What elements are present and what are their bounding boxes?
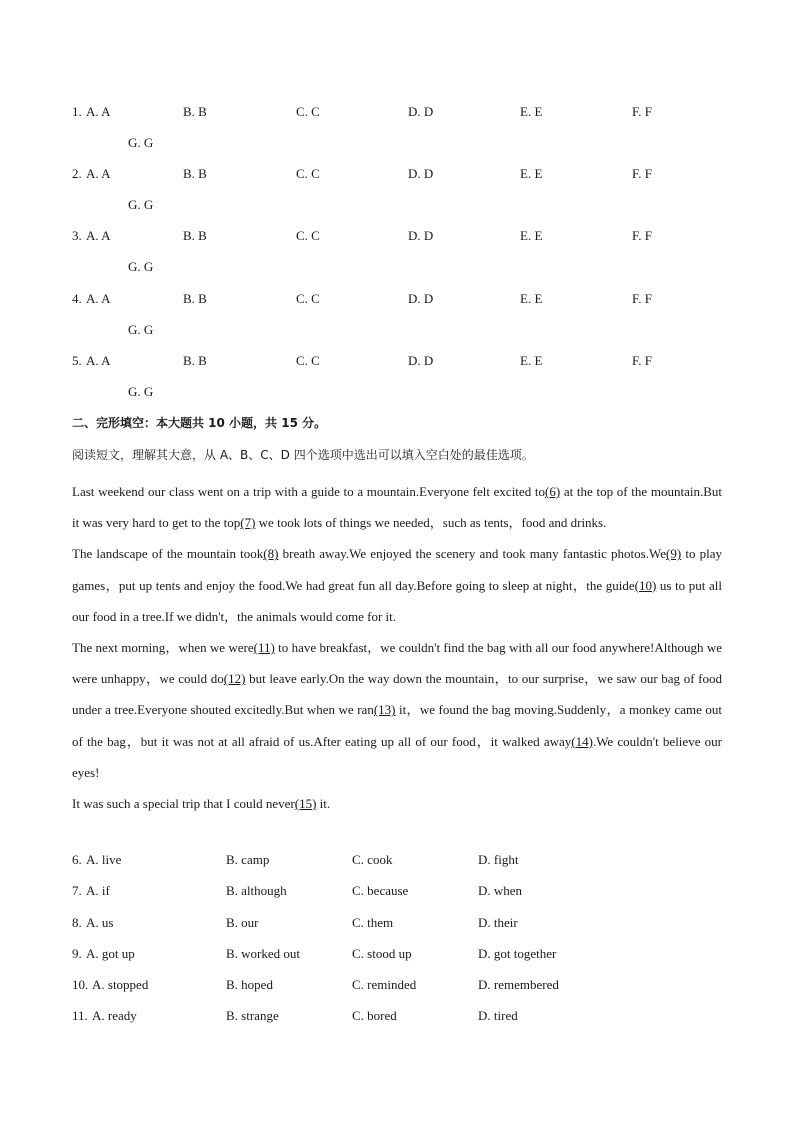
matching-question: [72, 291, 732, 342]
choice-c: C. reminded: [352, 977, 417, 992]
blank-7: (7): [240, 515, 256, 531]
choice-a: A. live: [86, 852, 122, 867]
option-b: B. B: [183, 228, 207, 243]
option-b: B. B: [183, 353, 207, 368]
option-f: F. F: [632, 228, 652, 243]
blank-8: (8): [263, 546, 279, 562]
passage-text: It was such a special trip that I could never: [72, 796, 295, 812]
blank-13: (13): [373, 702, 396, 718]
passage-paragraph-4: [72, 788, 722, 819]
passage-paragraph-2: [72, 538, 722, 632]
option-a: A. A: [86, 228, 111, 243]
passage-paragraph-1: [72, 476, 722, 538]
choice-a: A. got up: [86, 946, 135, 961]
passage-text: The landscape of the mountain took: [72, 546, 264, 562]
choice-a: A. stopped: [92, 977, 149, 992]
option-f: F. F: [632, 166, 652, 181]
choice-number: 7.: [72, 883, 82, 898]
choice-d: D. their: [478, 915, 518, 930]
option-a: A. A: [86, 166, 111, 181]
matching-question: [72, 228, 732, 279]
choice-d: D. got together: [478, 946, 557, 961]
choice-d: D. tired: [478, 1008, 518, 1023]
choice-b: B. strange: [226, 1008, 279, 1023]
blank-6: (6): [544, 484, 561, 499]
choice-row: [72, 852, 732, 872]
option-d: D. D: [408, 291, 434, 306]
choice-d: D. remembered: [478, 977, 559, 992]
choice-number: 9.: [72, 946, 82, 961]
option-b: B. B: [183, 291, 207, 306]
option-e: E. E: [520, 291, 543, 306]
choice-d: D. fight: [478, 852, 519, 867]
passage-text: it，we found the bag moving.Suddenly，a monkey came out of the bag，but it was not at all afraid of us.After eating up all of our food，it walked away: [72, 702, 722, 749]
blank-10: (10): [634, 577, 657, 593]
choice-row: [72, 915, 732, 935]
passage-text: .We couldn't believe our eyes!: [72, 733, 722, 780]
choice-c: C. cook: [352, 852, 393, 867]
question-number: 2.: [72, 166, 82, 181]
option-c: C. C: [296, 353, 320, 368]
passage-text: breath away.We enjoyed the scenery and took many fantastic photos.We: [278, 546, 666, 562]
choice-number: 6.: [72, 852, 82, 867]
option-c: C. C: [296, 104, 320, 119]
option-b: B. B: [183, 166, 207, 181]
choice-row: [72, 946, 732, 966]
question-number: 3.: [72, 228, 82, 243]
choice-number: 8.: [72, 915, 82, 930]
choice-b: B. hoped: [226, 977, 273, 992]
question-number: 1.: [72, 104, 82, 119]
passage-text: we took lots of things we needed，such as tents，food and drinks.: [255, 515, 607, 531]
matching-question: [72, 104, 732, 155]
choice-c: C. because: [352, 883, 409, 898]
choice-number: 10.: [72, 977, 89, 992]
matching-question: [72, 166, 732, 217]
question-number: 4.: [72, 291, 82, 306]
option-d: D. D: [408, 166, 434, 181]
option-f: F. F: [632, 104, 652, 119]
option-a: A. A: [86, 353, 111, 368]
passage-text: to play games，put up tents and enjoy the food.We had great fun all day.Before going to sleep at night，the guide: [72, 546, 723, 593]
option-g: G. G: [128, 197, 154, 212]
option-e: E. E: [520, 228, 543, 243]
option-g: G. G: [128, 384, 154, 399]
choice-b: B. camp: [226, 852, 270, 867]
passage-text: at the top of the mountain.But it was very hard to get to the top: [72, 484, 722, 531]
choice-a: A. us: [86, 915, 114, 930]
choice-c: C. them: [352, 915, 394, 930]
section-instructions: 阅读短文，理解其大意，从 A、B、C、D 四个选项中选出可以填入空白处的最佳选项。: [72, 448, 534, 462]
option-g: G. G: [128, 322, 154, 337]
option-a: A. A: [86, 104, 111, 119]
choice-row: [72, 977, 732, 997]
choice-number: 11.: [72, 1008, 88, 1023]
choice-c: C. bored: [352, 1008, 397, 1023]
choice-a: A. ready: [92, 1008, 137, 1023]
passage-text: to have breakfast，we couldn't find the bag with all our food anywhere!Although we were unhappy，we could do: [72, 640, 722, 687]
option-b: B. B: [183, 104, 207, 119]
cloze-passage: [72, 476, 722, 819]
option-d: D. D: [408, 104, 434, 119]
option-e: E. E: [520, 353, 543, 368]
option-f: F. F: [632, 353, 652, 368]
matching-question: [72, 353, 732, 404]
option-e: E. E: [520, 166, 543, 181]
choice-c: C. stood up: [352, 946, 412, 961]
blank-15: (15): [294, 796, 317, 812]
question-number: 5.: [72, 353, 82, 368]
passage-text: but leave early.On the way down the mountain，to our surprise，we saw our bag of food under a tree.Everyone shouted excitedly.But when we ran: [72, 671, 722, 718]
passage-text: us to put all our food in a tree.If we didn't，the animals would come for it.: [72, 577, 722, 624]
passage-text: The next morning，when we were: [72, 640, 254, 656]
blank-14: (14): [571, 733, 593, 749]
blank-11: (11): [253, 640, 275, 656]
passage-text: it.: [316, 796, 331, 812]
option-c: C. C: [296, 291, 320, 306]
option-g: G. G: [128, 259, 154, 274]
choice-b: B. although: [226, 883, 287, 898]
option-a: A. A: [86, 291, 111, 306]
blank-9: (9): [665, 546, 682, 562]
choice-row: [72, 883, 732, 903]
passage-paragraph-3: [72, 632, 722, 788]
option-e: E. E: [520, 104, 543, 119]
option-c: C. C: [296, 228, 320, 243]
passage-text: Last weekend our class went on a trip with a guide to a mountain.Everyone felt excited to: [72, 484, 545, 499]
choice-a: A. if: [86, 883, 110, 898]
choice-d: D. when: [478, 883, 523, 898]
choice-row: [72, 1008, 732, 1028]
option-f: F. F: [632, 291, 652, 306]
option-d: D. D: [408, 353, 434, 368]
choice-b: B. our: [226, 915, 259, 930]
blank-12: (12): [223, 671, 246, 687]
choice-b: B. worked out: [226, 946, 301, 961]
option-c: C. C: [296, 166, 320, 181]
section-title: 二、完形填空：本大题共 10 小题，共 15 分。: [72, 416, 327, 430]
option-d: D. D: [408, 228, 434, 243]
option-g: G. G: [128, 135, 154, 150]
